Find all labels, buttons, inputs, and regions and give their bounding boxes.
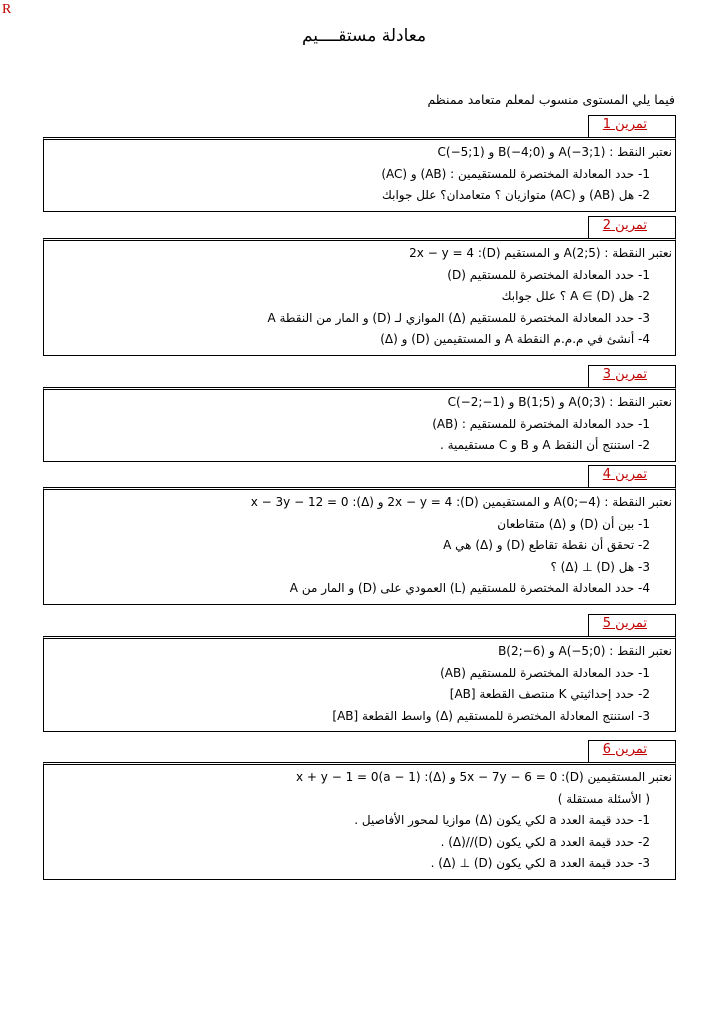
exercise-6-statement: نعتبر المستقيمين (D): 5x − 7y − 6 = 0 و (Δ): (a − 1)x + y − 1 = 0 xyxy=(296,770,672,784)
exercise-6 xyxy=(43,740,676,880)
exercise-3-tab xyxy=(588,365,676,387)
exercise-2-label: تمرين 2 xyxy=(602,218,647,233)
exercise-2-tab xyxy=(588,216,676,238)
exercise-4-body xyxy=(43,487,676,605)
exercise-2 xyxy=(43,216,676,356)
exercise-3-statement: نعتبر النقط : A(0;3) و B(1;5) و C(−2;−1) xyxy=(447,395,672,409)
exercise-4-tab xyxy=(588,465,676,487)
exercise-4-label: تمرين 4 xyxy=(602,467,647,482)
exercise-4-question-2: 2- تحقق أن نقطة تقاطع (D) و (Δ) هي A xyxy=(443,538,650,552)
exercise-6-tab xyxy=(588,740,676,762)
exercise-5-tab xyxy=(588,614,676,636)
exercise-5-label: تمرين 5 xyxy=(602,616,647,631)
exercise-5 xyxy=(43,614,676,732)
exercise-3 xyxy=(43,365,676,462)
exercise-6-label: تمرين 6 xyxy=(602,742,647,757)
exercise-6-question-1: 1- حدد قيمة العدد a لكي يكون (Δ) موازيا لمحور الأفاصيل . xyxy=(354,813,650,827)
exercise-4-question-3: 3- هل (D) ⊥ (Δ) ؟ xyxy=(550,559,650,574)
exercise-1-body xyxy=(43,137,676,212)
exercise-4-question-1: 1- بين أن (D) و (Δ) متقاطعان xyxy=(497,516,650,531)
exercise-5-question-3: 3- استنتج المعادلة المختصرة للمستقيم (Δ) واسط القطعة [AB] xyxy=(332,708,650,723)
exercise-1 xyxy=(43,115,676,212)
exercise-2-question-2: 2- هل A ∈ (D) ؟ علل جوابك xyxy=(501,289,650,303)
exercise-1-question-1: 1- حدد المعادلة المختصرة للمستقيمين : (AB) و (AC) xyxy=(381,166,650,181)
exercise-3-question-2: 2- استنتج أن النقط A و B و C مستقيمية . xyxy=(439,438,650,452)
exercise-5-question-2: 2- حدد إحداثيتي K منتصف القطعة [AB] xyxy=(449,687,650,701)
exercise-3-body xyxy=(43,387,676,462)
exercise-3-question-1: 1- حدد المعادلة المختصرة للمستقيم : (AB) xyxy=(432,416,650,431)
exercise-3-label: تمرين 3 xyxy=(602,367,647,382)
exercise-5-body xyxy=(43,636,676,732)
exercise-1-label: تمرين 1 xyxy=(602,117,647,132)
exercise-5-question-1: 1- حدد المعادلة المختصرة للمستقيم (AB) xyxy=(440,665,650,680)
exercise-4-question-4: 4- حدد المعادلة المختصرة للمستقيم (L) العمودي على (D) و المار من A xyxy=(289,581,650,595)
exercise-6-note: ( الأسئلة مستقلة ) xyxy=(557,791,650,806)
document-title: معادلة مستقــــيم xyxy=(301,26,427,46)
exercise-1-tab xyxy=(588,115,676,137)
corner-mark: R xyxy=(2,2,12,17)
exercise-1-question-2: 2- هل (AB) و (AC) متوازيان ؟ متعامدان؟ علل جوابك xyxy=(381,188,650,202)
document-intro: فيما يلي المستوى منسوب لمعلم متعامد ممنظم xyxy=(427,92,675,107)
exercise-2-body xyxy=(43,238,676,356)
exercise-2-question-1: 1- حدد المعادلة المختصرة للمستقيم (D) xyxy=(447,267,650,282)
exercise-2-question-3: 3- حدد المعادلة المختصرة للمستقيم (Δ) الموازي لـ (D) و المار من النقطة A xyxy=(267,310,650,325)
exercise-6-question-3: 3- حدد قيمة العدد a لكي يكون (D) ⊥ (Δ) . xyxy=(430,856,650,870)
exercise-2-question-4: 4- أنشئ في م.م.م النقطة A و المستقيمين (D) و (Δ) xyxy=(380,332,650,346)
exercise-4 xyxy=(43,465,676,605)
exercise-6-body xyxy=(43,762,676,880)
exercise-4-statement: نعتبر النقطة : A(0;−4) و المستقيمين (D): 2x − y = 4 و (Δ): x − 3y − 12 = 0 xyxy=(250,495,672,509)
exercise-1-statement: نعتبر النقط : A(−3;1) و B(−4;0) و C(−5;1) xyxy=(437,145,672,159)
exercise-6-question-2: 2- حدد قيمة العدد a لكي يكون (D)//(Δ) . xyxy=(440,834,650,849)
exercise-2-statement: نعتبر النقطة : A(2;5) و المستقيم (D): 2x − y = 4 xyxy=(409,246,672,260)
exercise-5-statement: نعتبر النقط : A(−5;0) و B(2;−6) xyxy=(498,644,672,658)
